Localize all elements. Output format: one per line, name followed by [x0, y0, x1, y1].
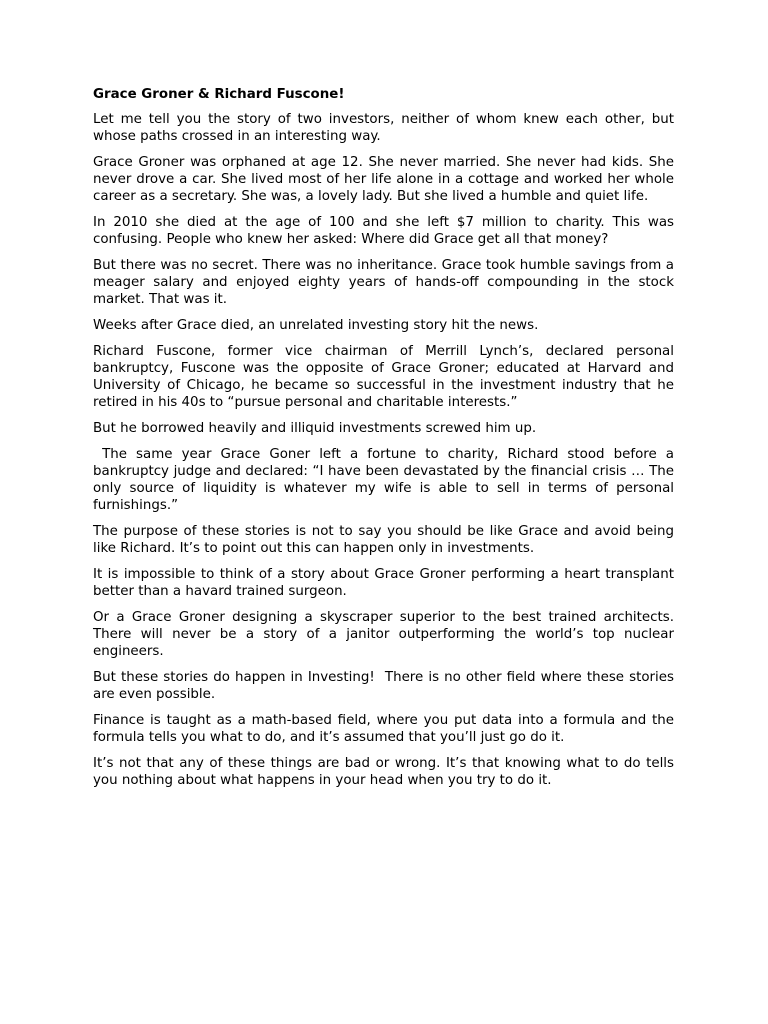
paragraph-purpose: The purpose of these stories is not to say you should be like Grace and avoid being like Richard. It’s to point out this can happen only in investments. — [93, 524, 674, 556]
paragraph-borrowed: But he borrowed heavily and illiquid investments screwed him up. — [93, 421, 537, 436]
document-title: Grace Groner & Richard Fuscone! — [93, 87, 345, 102]
paragraph-investing: But these stories do happen in Investing! There is no other field where these stories are even possible. — [93, 670, 679, 702]
paragraph-richard-fuscone: Richard Fuscone, former vice chairman of Merrill Lynch’s, declared personal bankruptcy, Fuscone was the opposite of Grace Groner; educated at Harvard and University of Chicago, he became so successful in the investment industry that he retired in his 40s to “pursue personal and charitable interests.” — [93, 344, 674, 410]
paragraph-no-secret: But there was no secret. There was no inheritance. Grace took humble savings from a meager salary and enjoyed eighty years of hands-off compounding in the stock market. That was it. — [93, 258, 674, 307]
paragraph-skyscraper: Or a Grace Groner designing a skyscraper superior to the best trained architects. There will never be a story of a janitor outperforming the world’s top nuclear engineers. — [93, 610, 674, 659]
paragraph-surgeon: It is impossible to think of a story about Grace Groner performing a heart transplant better than a havard trained surgeon. — [93, 567, 674, 599]
document-page — [93, 86, 679, 798]
paragraph-grace-life: Grace Groner was orphaned at age 12. She never married. She never had kids. She never drove a car. She lived most of her life alone in a cottage and worked her whole career as a secretary. She was, a lovely lady. But she lived a humble and quiet life. — [93, 155, 674, 204]
paragraph-weeks-after: Weeks after Grace died, an unrelated investing story hit the news. — [93, 318, 539, 333]
paragraph-finance: Finance is taught as a math-based field, where you put data into a formula and the formula tells you what to do, and it’s assumed that you’ll just go do it. — [93, 713, 674, 745]
paragraph-bankruptcy: The same year Grace Goner left a fortune to charity, Richard stood before a bankruptcy judge and declared: “I have been devastated by the financial crisis … The only source of liquidity is whatever my wife is able to sell in terms of personal furnishings.” — [93, 447, 679, 513]
paragraph-grace-death: In 2010 she died at the age of 100 and she left $7 million to charity. This was confusing. People who knew her asked: Where did Grace get all that money? — [93, 215, 674, 247]
paragraph-intro: Let me tell you the story of two investors, neither of whom knew each other, but whose paths crossed in an interesting way. — [93, 112, 674, 144]
paragraph-conclusion: It’s not that any of these things are bad or wrong. It’s that knowing what to do tells you nothing about what happens in your head when you try to do it. — [93, 756, 674, 788]
